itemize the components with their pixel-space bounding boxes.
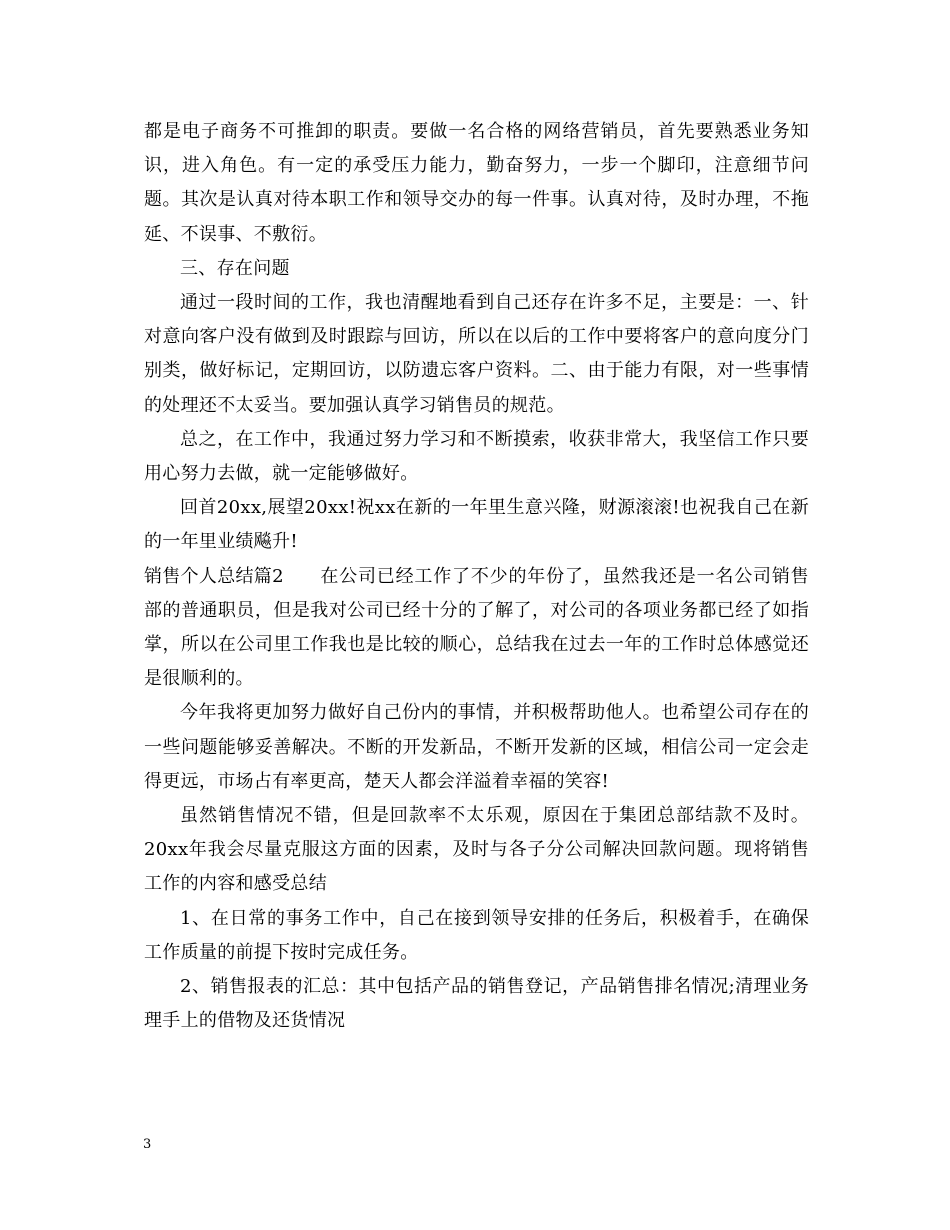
paragraph-6 xyxy=(144,560,809,697)
paragraph-7: 今年我将更加努力做好自己份内的事情，并积极帮助他人。也希望公司存在的一些问题能够妥善解决。不断的开发新品，不断开发新的区域，相信公司一定会走得更远，市场占有率更高，楚天人都会洋溢着幸福的笑容! xyxy=(144,702,809,792)
paragraph-10: 2、销售报表的汇总：其中包括产品的销售登记，产品销售排名情况;清理业务理手上的借物及还货情况 xyxy=(144,976,809,1032)
paragraph-5: 回首20xx,展望20xx!祝xx在新的一年里生意兴隆，财源滚滚!也祝我自己在新的一年里业绩飚升! xyxy=(144,497,809,553)
paragraph-4: 总之，在工作中，我通过努力学习和不断摸索，收获非常大，我坚信工作只要用心努力去做，就一定能够做好。 xyxy=(144,428,809,485)
article-heading: 销售个人总结篇2 xyxy=(144,565,284,587)
paragraph-1: 都是电子商务不可推卸的职责。要做一名合格的网络营销员，首先要熟悉业务知识，进入角色。有一定的承受压力能力，勤奋努力，一步一个脚印，注意细节问题。其次是认真对待本职工作和领导交办的每一件事。认真对待，及时办理，不拖延、不误事、不敷衍。 xyxy=(144,121,809,245)
page-number: 3 xyxy=(143,1137,152,1152)
paragraph-3: 通过一段时间的工作，我也清醒地看到自己还存在许多不足，主要是：一、针对意向客户没有做到及时跟踪与回访，所以在以后的工作中要将客户的意向度分门别类，做好标记，定期回访，以防遗忘客户资料。二、由于能力有限，对一些事情的处理还不太妥当。要加强认真学习销售员的规范。 xyxy=(144,292,809,416)
section-heading-problems: 三、存在问题 xyxy=(180,257,290,279)
paragraph-9: 1、在日常的事务工作中，自己在接到领导安排的任务后，积极着手，在确保工作质量的前提下按时完成任务。 xyxy=(144,907,809,963)
document-body xyxy=(144,115,809,1038)
paragraph-6-text: 在公司已经工作了不少的年份了，虽然我还是一名公司销售部的普通职员，但是我对公司已经十分的了解了，对公司的各项业务都已经了如指掌，所以在公司里工作我也是比较的顺心，总结我在过去一年的工作时总体感觉还是很顺利的。 xyxy=(144,565,809,690)
paragraph-8: 虽然销售情况不错，但是回款率不太乐观，原因在于集团总部结款不及时。20xx年我会尽量克服这方面的因素，及时与各子分公司解决回款问题。现将销售工作的内容和感受总结 xyxy=(144,805,809,895)
